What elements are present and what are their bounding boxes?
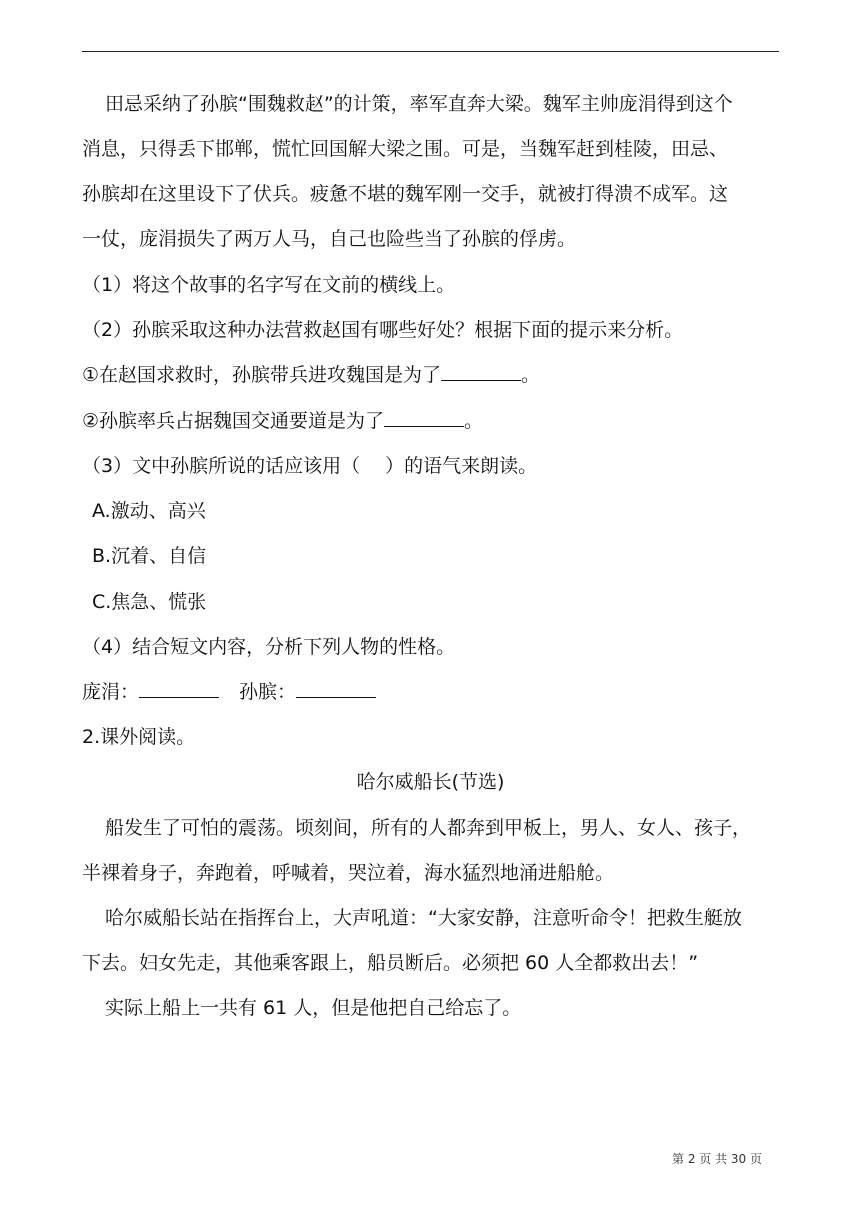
pang-juan-label: 庞涓：	[82, 681, 140, 703]
question-2-a	[82, 362, 779, 388]
question-2-a-end: 。	[521, 364, 541, 386]
passage2-line-3: 哈尔威船长站在指挥台上，大声吼道：“大家安静，注意听命令！把救生艇放	[105, 907, 742, 929]
answer-blank[interactable]	[139, 679, 219, 698]
option-c[interactable]: C.焦急、慌张	[92, 591, 207, 613]
option-a[interactable]: A.激动、高兴	[92, 500, 206, 522]
passage2-line-1: 船发生了可怕的震荡。顷刻间，所有的人都奔到甲板上，男人、女人、孩子，	[105, 817, 752, 839]
passage2-line-2: 半裸着身子，奔跑着，呼喊着，哭泣着，海水猛烈地涌进船舱。	[82, 862, 615, 884]
passage2-line-4: 下去。妇女先走，其他乘客跟上，船员断后。必须把 60 人全都救出去！”	[82, 952, 699, 974]
option-b[interactable]: B.沉着、自信	[92, 545, 207, 567]
question-2-b-end: 。	[464, 410, 484, 432]
passage1-line-2: 消息，只得丢下邯郸，慌忙回国解大梁之围。可是，当魏军赶到桂陵，田忌、	[82, 138, 729, 160]
passage2-line-5: 实际上船上一共有 61 人，但是他把自己给忘了。	[105, 997, 522, 1019]
passage1-line-3: 孙膑却在这里设下了伏兵。疲惫不堪的魏军刚一交手，就被打得溃不成军。这	[82, 183, 729, 205]
section-2-heading: 2.课外阅读。	[82, 726, 196, 748]
page-number: 第 2 页 共 30 页	[672, 1152, 762, 1166]
passage1-line-1: 田忌采纳了孙膑“围魏救赵”的计策，率军直奔大梁。魏军主帅庞涓得到这个	[105, 93, 733, 115]
question-4: （4）结合短文内容，分析下列人物的性格。	[82, 636, 456, 658]
header-rule	[82, 51, 779, 52]
sun-bin-label: 孙膑：	[239, 681, 297, 703]
question-1: （1）将这个故事的名字写在文前的横线上。	[82, 274, 456, 296]
answer-blank[interactable]	[441, 362, 521, 381]
question-2: （2）孙膑采取这种办法营救赵国有哪些好处？根据下面的提示来分析。	[82, 319, 684, 341]
question-2-b-text: ②孙膑率兵占据魏国交通要道是为了	[82, 410, 385, 432]
question-2-a-text: ①在赵国求救时，孙膑带兵进攻魏国是为了	[82, 364, 442, 386]
passage1-line-4: 一仗，庞涓损失了两万人马，自己也险些当了孙膑的俘虏。	[82, 228, 577, 250]
answer-blank[interactable]	[296, 679, 376, 698]
question-2-b	[82, 408, 779, 434]
question-4-answers	[82, 679, 779, 705]
question-3: （3）文中孙膑所说的话应该用（ ）的语气来朗读。	[82, 455, 538, 477]
section-2-title: 哈尔威船长(节选)	[356, 771, 505, 793]
answer-blank[interactable]	[384, 408, 464, 427]
